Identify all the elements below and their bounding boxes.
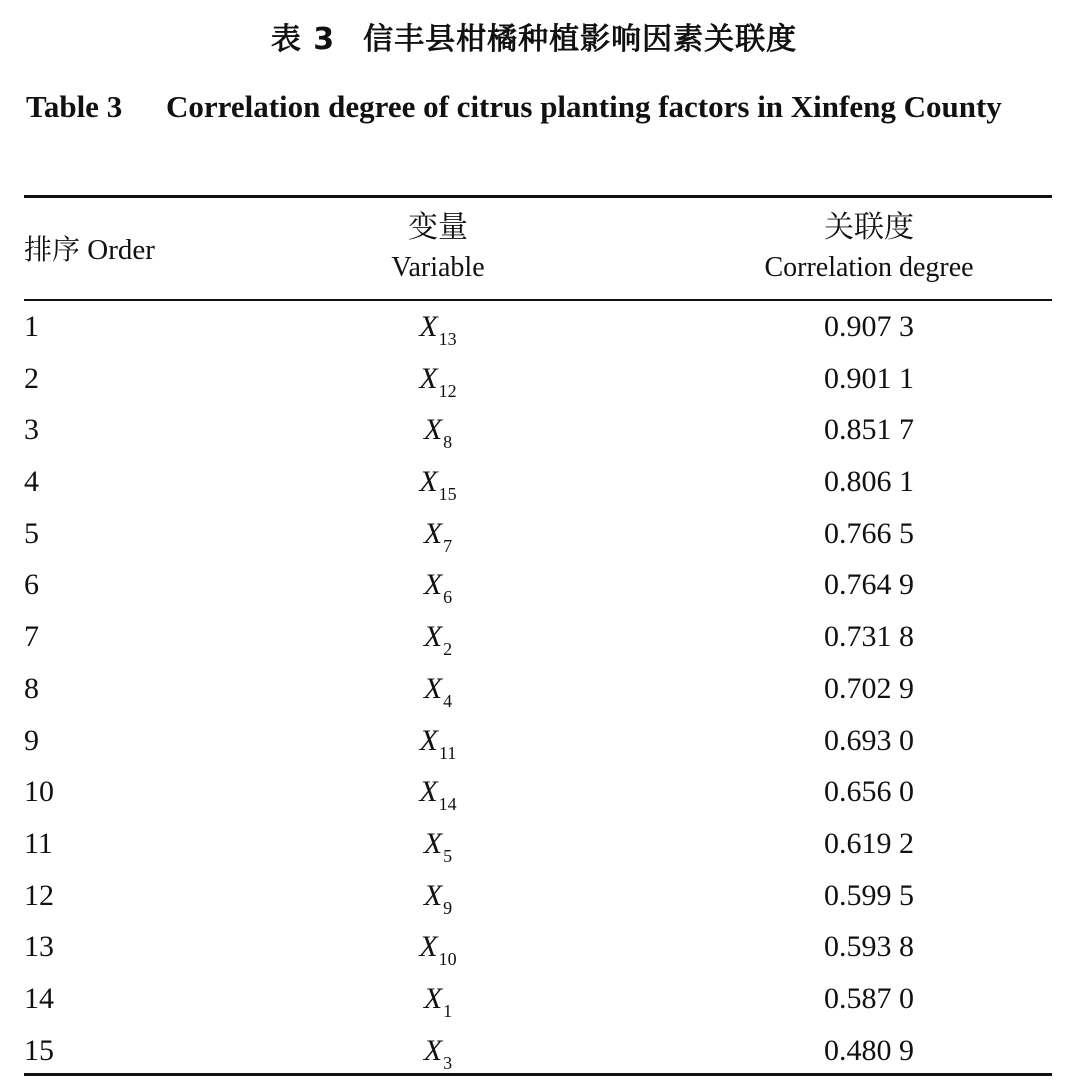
variable-symbol: X (423, 1033, 443, 1067)
cell-variable (338, 412, 538, 451)
variable-symbol: X (419, 310, 438, 343)
table-row (24, 1025, 1052, 1077)
variable-symbol: X (423, 981, 443, 1015)
cell-order: 6 (24, 568, 39, 602)
variable-subscript: 9 (443, 897, 453, 918)
variable-symbol: X (423, 878, 443, 912)
variable-subscript: 4 (443, 690, 453, 711)
cell-correlation-degree: 0.587 0 (824, 981, 914, 1015)
table-row (24, 456, 1052, 508)
cell-correlation-degree: 0.599 5 (824, 878, 914, 912)
header-order-en: Order (87, 234, 155, 266)
variable-subscript: 8 (443, 432, 453, 453)
cell-variable (338, 826, 538, 865)
cell-order: 14 (24, 981, 54, 1015)
cell-order: 4 (24, 465, 39, 499)
table-number-english: Table 3 (26, 89, 123, 124)
variable-subscript: 11 (438, 742, 457, 763)
header-degree-en: Correlation degree (764, 252, 974, 283)
header-order-cn: 排序 (24, 233, 81, 266)
variable-symbol: X (419, 775, 438, 809)
cell-variable (338, 671, 538, 710)
cell-order: 13 (24, 930, 54, 964)
cell-variable (338, 567, 538, 606)
cell-order: 9 (24, 723, 39, 757)
table-row (24, 818, 1052, 870)
variable-symbol: X (423, 568, 443, 602)
table-row (24, 663, 1052, 715)
table-row (24, 766, 1052, 818)
cell-correlation-degree: 0.901 1 (824, 361, 914, 395)
header-variable-cn: 变量 (408, 210, 468, 245)
cell-variable (338, 929, 538, 968)
variable-subscript: 15 (438, 484, 457, 505)
table-row (24, 715, 1052, 767)
variable-subscript: 5 (443, 845, 453, 866)
variable-symbol: X (419, 723, 438, 757)
cell-variable (338, 619, 538, 658)
variable-symbol: X (423, 516, 443, 550)
cell-order: 8 (24, 671, 39, 705)
cell-variable (338, 981, 538, 1020)
cell-order: 10 (24, 775, 54, 809)
variable-symbol: X (419, 465, 438, 499)
cell-correlation-degree: 0.593 8 (824, 930, 914, 964)
variable-subscript: 14 (438, 794, 457, 815)
cell-correlation-degree: 0.731 8 (824, 620, 914, 654)
table-title-chinese: 信丰县柑橘种植影响因素关联度 (363, 22, 798, 57)
table-row (24, 870, 1052, 922)
variable-subscript: 6 (443, 587, 453, 608)
cell-order: 1 (24, 310, 39, 343)
table-row (24, 921, 1052, 973)
cell-variable (338, 878, 538, 917)
table-caption-english (26, 78, 1048, 136)
variable-symbol: X (419, 930, 438, 964)
table-bottom-rule (24, 1073, 1052, 1076)
header-correlation-degree (704, 208, 1034, 288)
cell-variable (338, 774, 538, 813)
cell-variable (338, 1033, 538, 1072)
variable-subscript: 3 (443, 1052, 453, 1073)
table-title-english: Correlation degree of citrus planting factors in Xinfeng County (166, 89, 1002, 124)
cell-variable (338, 464, 538, 503)
header-order (24, 230, 155, 270)
variable-subscript: 1 (443, 1000, 453, 1021)
cell-order: 3 (24, 413, 39, 447)
variable-symbol: X (419, 361, 438, 395)
cell-correlation-degree: 0.480 9 (824, 1033, 914, 1067)
cell-correlation-degree: 0.907 3 (824, 310, 914, 343)
table-row (24, 404, 1052, 456)
table-caption-chinese (0, 14, 1068, 66)
header-variable (338, 208, 538, 288)
cell-variable (338, 516, 538, 555)
cell-correlation-degree: 0.764 9 (824, 568, 914, 602)
cell-correlation-degree: 0.656 0 (824, 775, 914, 809)
table-row (24, 353, 1052, 405)
header-variable-en: Variable (391, 252, 485, 283)
table-row (24, 301, 1052, 353)
header-degree-cn: 关联度 (824, 210, 914, 245)
variable-subscript: 10 (438, 949, 457, 970)
variable-symbol: X (423, 671, 443, 705)
variable-subscript: 7 (443, 535, 453, 556)
cell-variable (338, 723, 538, 762)
table-top-rule (24, 195, 1052, 198)
cell-order: 15 (24, 1033, 54, 1067)
table-row (24, 611, 1052, 663)
cell-correlation-degree: 0.766 5 (824, 516, 914, 550)
cell-variable (338, 309, 538, 348)
table-header-row (24, 200, 1052, 298)
cell-correlation-degree: 0.851 7 (824, 413, 914, 447)
cell-order: 12 (24, 878, 54, 912)
table-row (24, 508, 1052, 560)
cell-variable (338, 361, 538, 400)
table-row (24, 559, 1052, 611)
cell-order: 2 (24, 361, 39, 395)
table-row (24, 973, 1052, 1025)
table-number-chinese: 表 3 (270, 22, 336, 57)
cell-order: 7 (24, 620, 39, 654)
cell-order: 11 (24, 826, 53, 860)
table-body (24, 301, 1052, 1076)
variable-subscript: 2 (443, 639, 453, 660)
cell-correlation-degree: 0.806 1 (824, 465, 914, 499)
cell-correlation-degree: 0.702 9 (824, 671, 914, 705)
cell-order: 5 (24, 516, 39, 550)
variable-symbol: X (423, 413, 443, 447)
cell-correlation-degree: 0.693 0 (824, 723, 914, 757)
cell-correlation-degree: 0.619 2 (824, 826, 914, 860)
variable-symbol: X (423, 826, 443, 860)
variable-subscript: 12 (438, 380, 457, 401)
variable-symbol: X (423, 620, 443, 654)
variable-subscript: 13 (438, 329, 457, 349)
